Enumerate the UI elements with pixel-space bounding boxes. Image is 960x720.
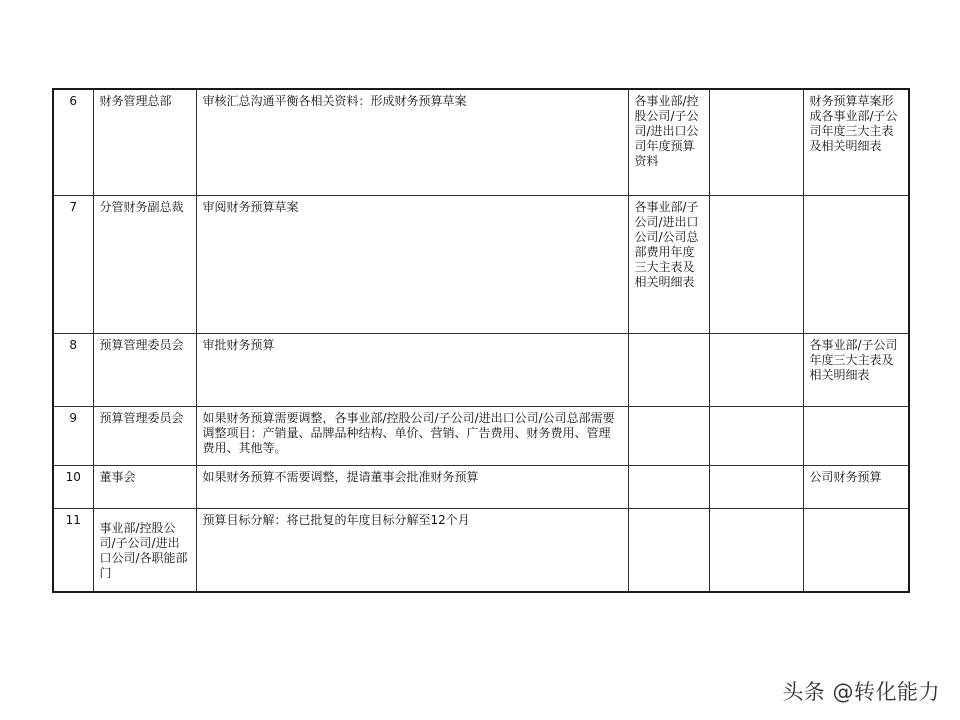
output-cell: 各事业部/子公司年度三大主表及相关明细表: [803, 333, 909, 406]
input-cell: [628, 406, 709, 465]
output-cell: 公司财务预算: [803, 465, 909, 508]
row-number: 9: [53, 406, 93, 465]
input-cell: 各事业部/子公司/进出口公司/公司总部费用年度三大主表及相关明细表: [628, 195, 709, 333]
blank-cell: [709, 406, 803, 465]
blank-cell: [709, 508, 803, 592]
blank-cell: [709, 89, 803, 195]
task-cell: 审核汇总沟通平衡各相关资料：形成财务预算草案: [196, 89, 628, 195]
blank-cell: [709, 333, 803, 406]
input-cell: [628, 333, 709, 406]
output-cell: [803, 508, 909, 592]
blank-cell: [709, 195, 803, 333]
task-cell: 审阅财务预算草案: [196, 195, 628, 333]
task-cell: 如果财务预算需要调整，各事业部/控股公司/子公司/进出口公司/公司总部需要调整项目：产销量、品牌品种结构、单价、营销、广告费用、财务费用、管理费用、其他等。: [196, 406, 628, 465]
row-number: 6: [53, 89, 93, 195]
table-row: [53, 465, 909, 508]
department-cell: 预算管理委员会: [93, 406, 196, 465]
row-number: 8: [53, 333, 93, 406]
table-row: [53, 195, 909, 333]
input-cell: 各事业部/控股公司/子公司/进出口公司年度预算资料: [628, 89, 709, 195]
process-table: [52, 88, 910, 593]
task-cell: 预算目标分解：将已批复的年度目标分解至12个月: [196, 508, 628, 592]
table-row: [53, 508, 909, 592]
row-number: 10: [53, 465, 93, 508]
blank-cell: [709, 465, 803, 508]
output-cell: [803, 195, 909, 333]
department-cell: 分管财务副总裁: [93, 195, 196, 333]
table-row: [53, 333, 909, 406]
input-cell: [628, 465, 709, 508]
table-row: [53, 406, 909, 465]
department-cell: 财务管理总部: [93, 89, 196, 195]
department-cell: 董事会: [93, 465, 196, 508]
output-cell: [803, 406, 909, 465]
table-row: [53, 89, 909, 195]
input-cell: [628, 508, 709, 592]
watermark-text: 头条 @转化能力: [782, 680, 940, 704]
task-cell: 如果财务预算不需要调整，提请董事会批准财务预算: [196, 465, 628, 508]
task-cell: 审批财务预算: [196, 333, 628, 406]
department-cell: 预算管理委员会: [93, 333, 196, 406]
department-cell: 事业部/控股公司/子公司/进出口公司/各职能部门: [93, 508, 196, 592]
output-cell: 财务预算草案形成各事业部/子公司年度三大主表及相关明细表: [803, 89, 909, 195]
row-number: 7: [53, 195, 93, 333]
row-number: 11: [53, 508, 93, 592]
